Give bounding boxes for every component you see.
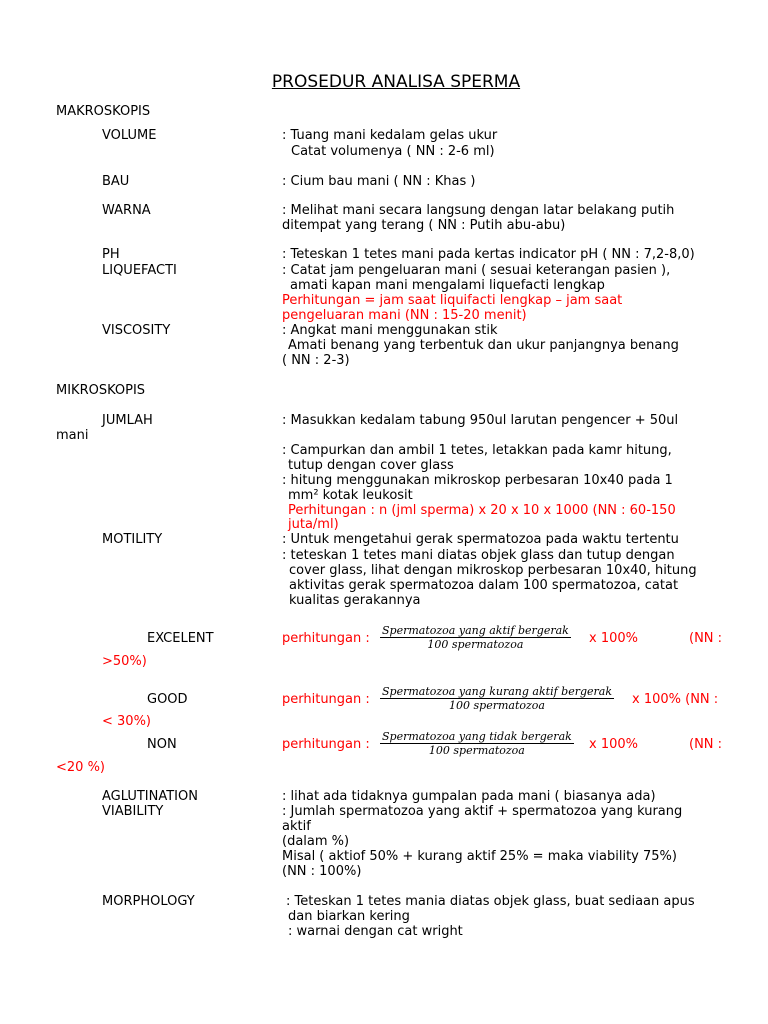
label-viscosity: VISCOSITY — [102, 323, 171, 338]
jumlah-line-5: : hitung menggunakan mikroskop perbesaran 10x40 pada 1 — [282, 473, 673, 488]
excelent-denominator: 100 spermatozoa — [427, 638, 524, 651]
excelent-fraction — [380, 624, 571, 651]
liquefacti-line-2: amati kapan mani mengalami liquefacti lengkap — [290, 278, 605, 293]
viscosity-line-3: ( NN : 2-3) — [282, 353, 350, 368]
page-title: PROSEDUR ANALISA SPERMA — [271, 72, 521, 92]
jumlah-line-1: : Masukkan kedalam tabung 950ul larutan pengencer + 50ul — [282, 413, 679, 428]
good-prefix: perhitungan : — [282, 692, 370, 707]
non-denominator: 100 spermatozoa — [428, 744, 525, 757]
volume-line-1: : Tuang mani kedalam gelas ukur — [282, 128, 498, 143]
label-morphology: MORPHOLOGY — [102, 894, 195, 909]
jumlah-line-4: tutup dengan cover glass — [288, 458, 454, 473]
liquefacti-line-1: : Catat jam pengeluaran mani ( sesuai keterangan pasien ), — [282, 263, 671, 278]
section-heading-mikroskopis: MIKROSKOPIS — [56, 383, 146, 398]
motility-line-5: kualitas gerakannya — [289, 593, 421, 608]
excelent-numerator: Spermatozoa yang aktif bergerak — [382, 624, 569, 637]
jumlah-line-2: mani — [56, 428, 89, 443]
liquefacti-formula-line-2: pengeluaran mani (NN : 15-20 menit) — [282, 308, 527, 323]
label-viability: VIABILITY — [102, 804, 164, 819]
ph-line-1: : Teteskan 1 tetes mani pada kertas indicator pH ( NN : 7,2-8,0) — [282, 247, 695, 262]
warna-line-1: : Melihat mani secara langsung dengan latar belakang putih — [282, 203, 675, 218]
viability-line-1: : Jumlah spermatozoa yang aktif + spermatozoa yang kurang — [282, 804, 683, 819]
viability-line-4: Misal ( aktiof 50% + kurang aktif 25% = maka viability 75%) — [282, 849, 677, 864]
non-nn-close: <20 %) — [56, 760, 105, 775]
jumlah-formula-line-1: Perhitungan : n (jml sperma) x 20 x 10 x 1000 (NN : 60-150 — [288, 503, 676, 518]
label-warna: WARNA — [102, 203, 151, 218]
label-non: NON — [147, 737, 177, 752]
section-heading-makroskopis: MAKROSKOPIS — [56, 104, 151, 119]
label-motility: MOTILITY — [102, 532, 163, 547]
motility-line-2: : teteskan 1 tetes mani diatas objek glass dan tutup dengan — [282, 548, 675, 563]
aglutination-line-1: : lihat ada tidaknya gumpalan pada mani ( biasanya ada) — [282, 789, 656, 804]
motility-line-3: cover glass, lihat dengan mikroskop perbesaran 10x40, hitung — [289, 563, 697, 578]
jumlah-formula-line-2: juta/ml) — [288, 517, 339, 532]
label-good: GOOD — [147, 692, 188, 707]
viscosity-line-1: : Angkat mani menggunakan stik — [282, 323, 498, 338]
morphology-line-2: dan biarkan kering — [288, 909, 410, 924]
label-aglutination: AGLUTINATION — [102, 789, 198, 804]
morphology-line-1: : Teteskan 1 tetes mania diatas objek glass, buat sediaan apus — [286, 894, 695, 909]
liquefacti-formula-line-1: Perhitungan = jam saat liquifacti lengkap – jam saat — [282, 293, 623, 308]
good-numerator: Spermatozoa yang kurang aktif bergerak — [382, 685, 613, 698]
excelent-suffix: x 100% — [589, 631, 638, 646]
good-denominator: 100 spermatozoa — [449, 699, 545, 712]
viability-line-2: aktif — [282, 819, 311, 834]
non-numerator: Spermatozoa yang tidak bergerak — [382, 730, 572, 743]
motility-line-4: aktivitas gerak spermatozoa dalam 100 spermatozoa, catat — [289, 578, 679, 593]
label-ph: PH — [102, 247, 120, 262]
label-volume: VOLUME — [102, 128, 157, 143]
viscosity-line-2: Amati benang yang terbentuk dan ukur panjangnya benang — [288, 338, 679, 353]
non-prefix: perhitungan : — [282, 737, 370, 752]
viability-line-5: (NN : 100%) — [282, 864, 362, 879]
jumlah-line-3: : Campurkan dan ambil 1 tetes, letakkan pada kamr hitung, — [282, 443, 672, 458]
label-liquefacti: LIQUEFACTI — [102, 263, 177, 278]
non-fraction — [380, 730, 574, 757]
label-bau: BAU — [102, 174, 130, 189]
volume-line-2: Catat volumenya ( NN : 2-6 ml) — [291, 144, 495, 159]
viability-line-3: (dalam %) — [282, 834, 350, 849]
warna-line-2: ditempat yang terang ( NN : Putih abu-abu) — [282, 218, 566, 233]
good-fraction — [380, 685, 614, 712]
good-nn-close: < 30%) — [102, 714, 151, 729]
good-suffix: x 100% (NN : — [632, 692, 719, 707]
jumlah-line-6: mm² kotak leukosit — [288, 488, 413, 503]
excelent-nn-open: (NN : — [689, 631, 723, 646]
motility-line-1: : Untuk mengetahui gerak spermatozoa pada waktu tertentu — [282, 532, 679, 547]
excelent-nn-close: >50%) — [102, 654, 147, 669]
label-excelent: EXCELENT — [147, 631, 214, 646]
non-nn-open: (NN : — [689, 737, 723, 752]
label-jumlah: JUMLAH — [102, 413, 153, 428]
non-suffix: x 100% — [589, 737, 638, 752]
morphology-line-3: : warnai dengan cat wright — [288, 924, 463, 939]
excelent-prefix: perhitungan : — [282, 631, 370, 646]
bau-line-1: : Cium bau mani ( NN : Khas ) — [282, 174, 476, 189]
